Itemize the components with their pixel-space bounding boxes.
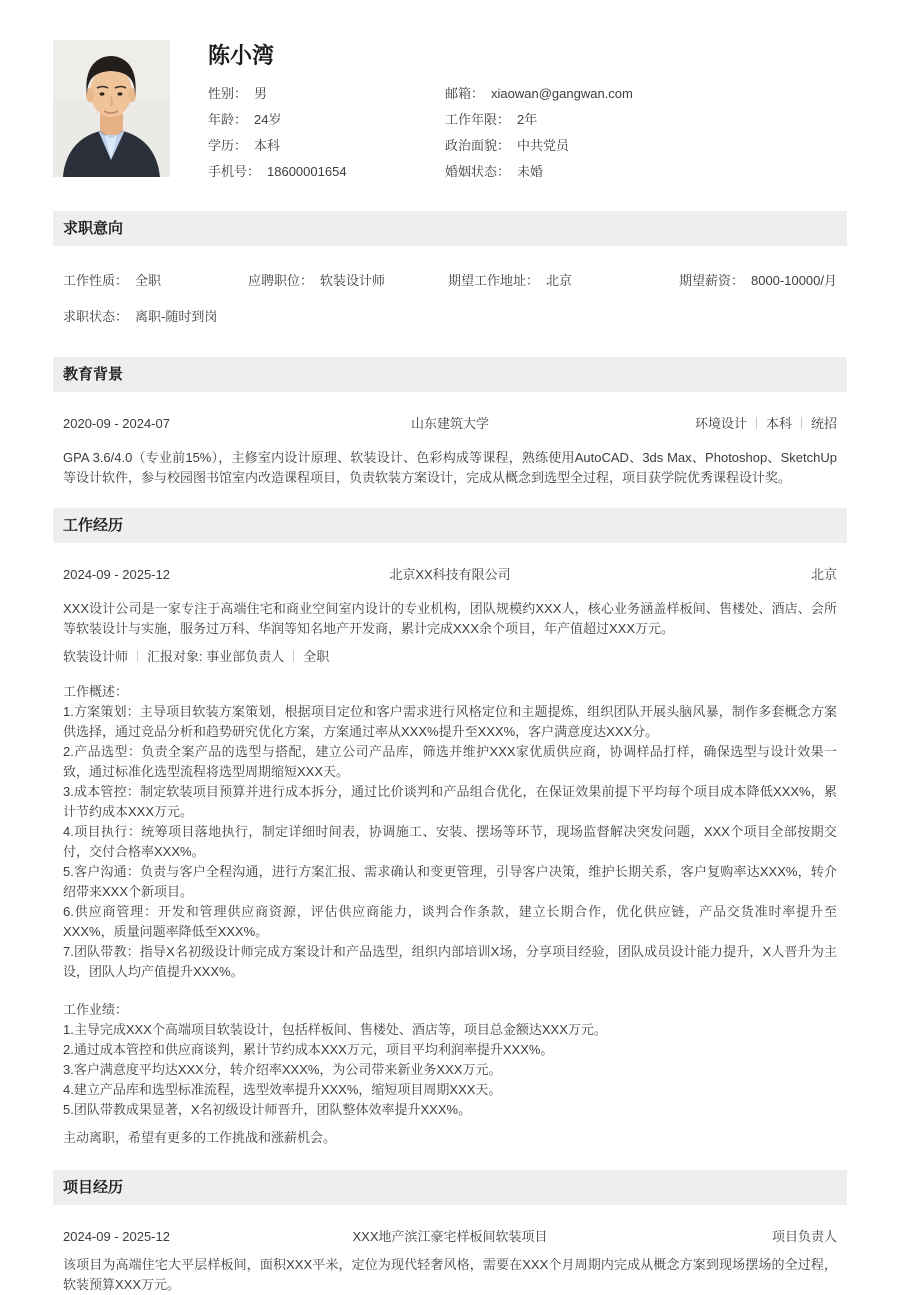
field-email: 邮箱： xiaowan@gangwan.com xyxy=(445,86,633,101)
project-content xyxy=(53,1229,847,1295)
education-school: 山东建筑大学 xyxy=(410,416,489,431)
work-achievements xyxy=(63,1000,837,1120)
work-overview xyxy=(63,682,837,982)
header-fields-left xyxy=(208,81,445,185)
profile-photo-image xyxy=(53,40,170,177)
education-description: GPA 3.6/4.0（专业前15%），主修室内设计原理、软装设计、色彩构成等课程，熟练使用AutoCAD、3ds Max、Photoshop、SketchUp等设计软件，参与校园图书馆室内改造课程项目，负责软装方案设计，完成从概念到选型全过程，项目获学院优秀课程设计奖。 xyxy=(63,450,837,485)
education-tags xyxy=(617,416,837,432)
job-salary: 期望薪资： 8000-10000/月 xyxy=(678,273,837,288)
work-position: 软装设计师 xyxy=(63,649,129,664)
work-position-row xyxy=(63,648,837,666)
job-position: 应聘职位： 软装设计师 xyxy=(248,273,386,288)
work-location: 北京 xyxy=(810,567,837,582)
section-title-job-intention: 求职意向 xyxy=(53,211,847,246)
education-major: 环境设计 xyxy=(694,416,747,431)
separator xyxy=(756,417,757,429)
header-info xyxy=(208,40,847,185)
education-degree: 本科 xyxy=(765,416,792,431)
work-achievement-item: 5.团队带教成果显著，X名初级设计师晋升，团队整体效率提升XXX%。 xyxy=(63,1102,472,1117)
work-achievement-item: 4.建立产品库和选型标准流程，选型效率提升XXX%，缩短项目周期XXX天。 xyxy=(63,1082,502,1097)
job-status: 求职状态： 离职-随时到岗 xyxy=(63,309,218,324)
resume-header xyxy=(53,40,847,185)
work-overview-item: 2.产品选型：负责全案产品的选型与搭配，建立公司产品库，筛选并维护XXX家优质供应商，协调样品打样，确保选型与设计效果一致，通过标准化选型流程将选型周期缩短XXX天。 xyxy=(63,744,837,779)
leave-reason: 主动离职，希望有更多的工作挑战和涨薪机会。 xyxy=(63,1130,337,1145)
section-title-project: 项目经历 xyxy=(53,1170,847,1205)
field-gender: 性别： 男 xyxy=(208,86,268,101)
work-achievements-title: 工作业绩： xyxy=(63,1002,129,1017)
separator xyxy=(801,417,802,429)
work-achievement-item: 3.客户满意度平均达XXX分，转介绍率XXX%，为公司带来新业务XXX万元。 xyxy=(63,1062,502,1077)
field-marital: 婚姻状态： 未婚 xyxy=(445,164,544,179)
work-overview-item: 5.客户沟通：负责与客户全程沟通，进行方案汇报、需求确认和变更管理，引导客户决策，维护长期关系，客户复购率达XXX%，转介绍带来XXX个新项目。 xyxy=(63,864,837,899)
job-nature: 工作性质： 全职 xyxy=(63,273,162,288)
project-description: 该项目为高端住宅大平层样板间，面积XXX平米，定位为现代轻奢风格，需要在XXX个月周期内完成从概念方案到现场摆场的全过程，软装预算XXX万元。 xyxy=(63,1257,837,1292)
work-achievement-item: 2.通过成本管控和供应商谈判，累计节约成本XXX万元，项目平均利润率提升XXX%。 xyxy=(63,1042,554,1057)
separator xyxy=(293,650,294,662)
project-role: 项目负责人 xyxy=(771,1229,837,1244)
header-fields-right xyxy=(445,81,847,185)
education-date: 2020-09 - 2024-07 xyxy=(63,416,170,431)
work-overview-title: 工作概述： xyxy=(63,684,129,699)
job-intention-row xyxy=(63,273,837,289)
company-intro: XXX设计公司是一家专注于高端住宅和商业空间室内设计的专业机构，团队规模约XXX人，核心业务涵盖样板间、售楼处、酒店、会所等软装设计与实施，服务过万科、华润等知名地产开发商，累计完成XXX余个项目，年产值超过XXX万元。 xyxy=(63,601,837,636)
project-name: XXX地产滨江豪宅样板间软装项目 xyxy=(352,1229,548,1244)
work-content xyxy=(53,567,847,1148)
work-overview-item: 3.成本管控：制定软装项目预算并进行成本拆分，通过比价谈判和产品组合优化，在保证效果前提下平均每个项目成本降低XXX%，累计节约成本XXX万元。 xyxy=(63,784,837,819)
education-entry-row xyxy=(63,416,837,432)
work-overview-item: 7.团队带教：指导X名初级设计师完成方案设计和产品选型，组织内部培训X场，分享项目经验，团队成员设计能力提升，X人晋升为主设，团队人均产值提升XXX%。 xyxy=(63,944,837,979)
field-age: 年龄： 24岁 xyxy=(208,112,282,127)
work-overview-item: 4.项目执行：统筹项目落地执行，制定详细时间表，协调施工、安装、摆场等环节，现场监督解决突发问题，XXX个项目全部按期交付，交付合格率XXX%。 xyxy=(63,824,837,859)
work-company: 北京XX科技有限公司 xyxy=(389,567,511,582)
header-fields xyxy=(208,81,847,185)
work-achievement-item: 1.主导完成XXX个高端项目软装设计，包括样板间、售楼处、酒店等，项目总金额达XXX万元。 xyxy=(63,1022,607,1037)
work-overview-item: 1.方案策划：主导项目软装方案策划，根据项目定位和客户需求进行风格定位和主题提炼，组织团队开展头脑风暴，制作多套概念方案供选择，通过竞品分析和趋势研究优化方案，方案通过率从XXX%提升至XXX%，客户满意度达XXX分。 xyxy=(63,704,837,739)
work-overview-item: 6.供应商管理：开发和管理供应商资源，评估供应商能力，谈判合作条款，建立长期合作，优化供应链，产品交货准时率提升至XXX%，质量问题率降低至XXX%。 xyxy=(63,904,837,939)
section-title-education: 教育背景 xyxy=(53,357,847,392)
candidate-name: 陈小湾 xyxy=(208,43,275,68)
job-status-row xyxy=(63,309,837,325)
work-report-to: 汇报对象: 事业部负责人 xyxy=(147,649,285,664)
work-entry-row xyxy=(63,567,837,583)
profile-photo xyxy=(53,40,170,177)
job-location: 期望工作地址： 北京 xyxy=(448,273,573,288)
project-entry-row xyxy=(63,1229,837,1245)
field-phone: 手机号： 18600001654 xyxy=(208,164,347,179)
field-degree: 学历： 本科 xyxy=(208,138,281,153)
field-years: 工作年限： 2年 xyxy=(445,112,538,127)
section-title-work: 工作经历 xyxy=(53,508,847,543)
resume-page xyxy=(53,0,847,1295)
education-enrollment: 统招 xyxy=(810,416,837,431)
project-date: 2024-09 - 2025-12 xyxy=(63,1229,170,1244)
field-political: 政治面貌： 中共党员 xyxy=(445,138,570,153)
work-date: 2024-09 - 2025-12 xyxy=(63,567,170,582)
job-intention-content xyxy=(53,273,847,325)
work-type: 全职 xyxy=(303,649,330,664)
separator xyxy=(137,650,138,662)
education-content xyxy=(53,416,847,488)
